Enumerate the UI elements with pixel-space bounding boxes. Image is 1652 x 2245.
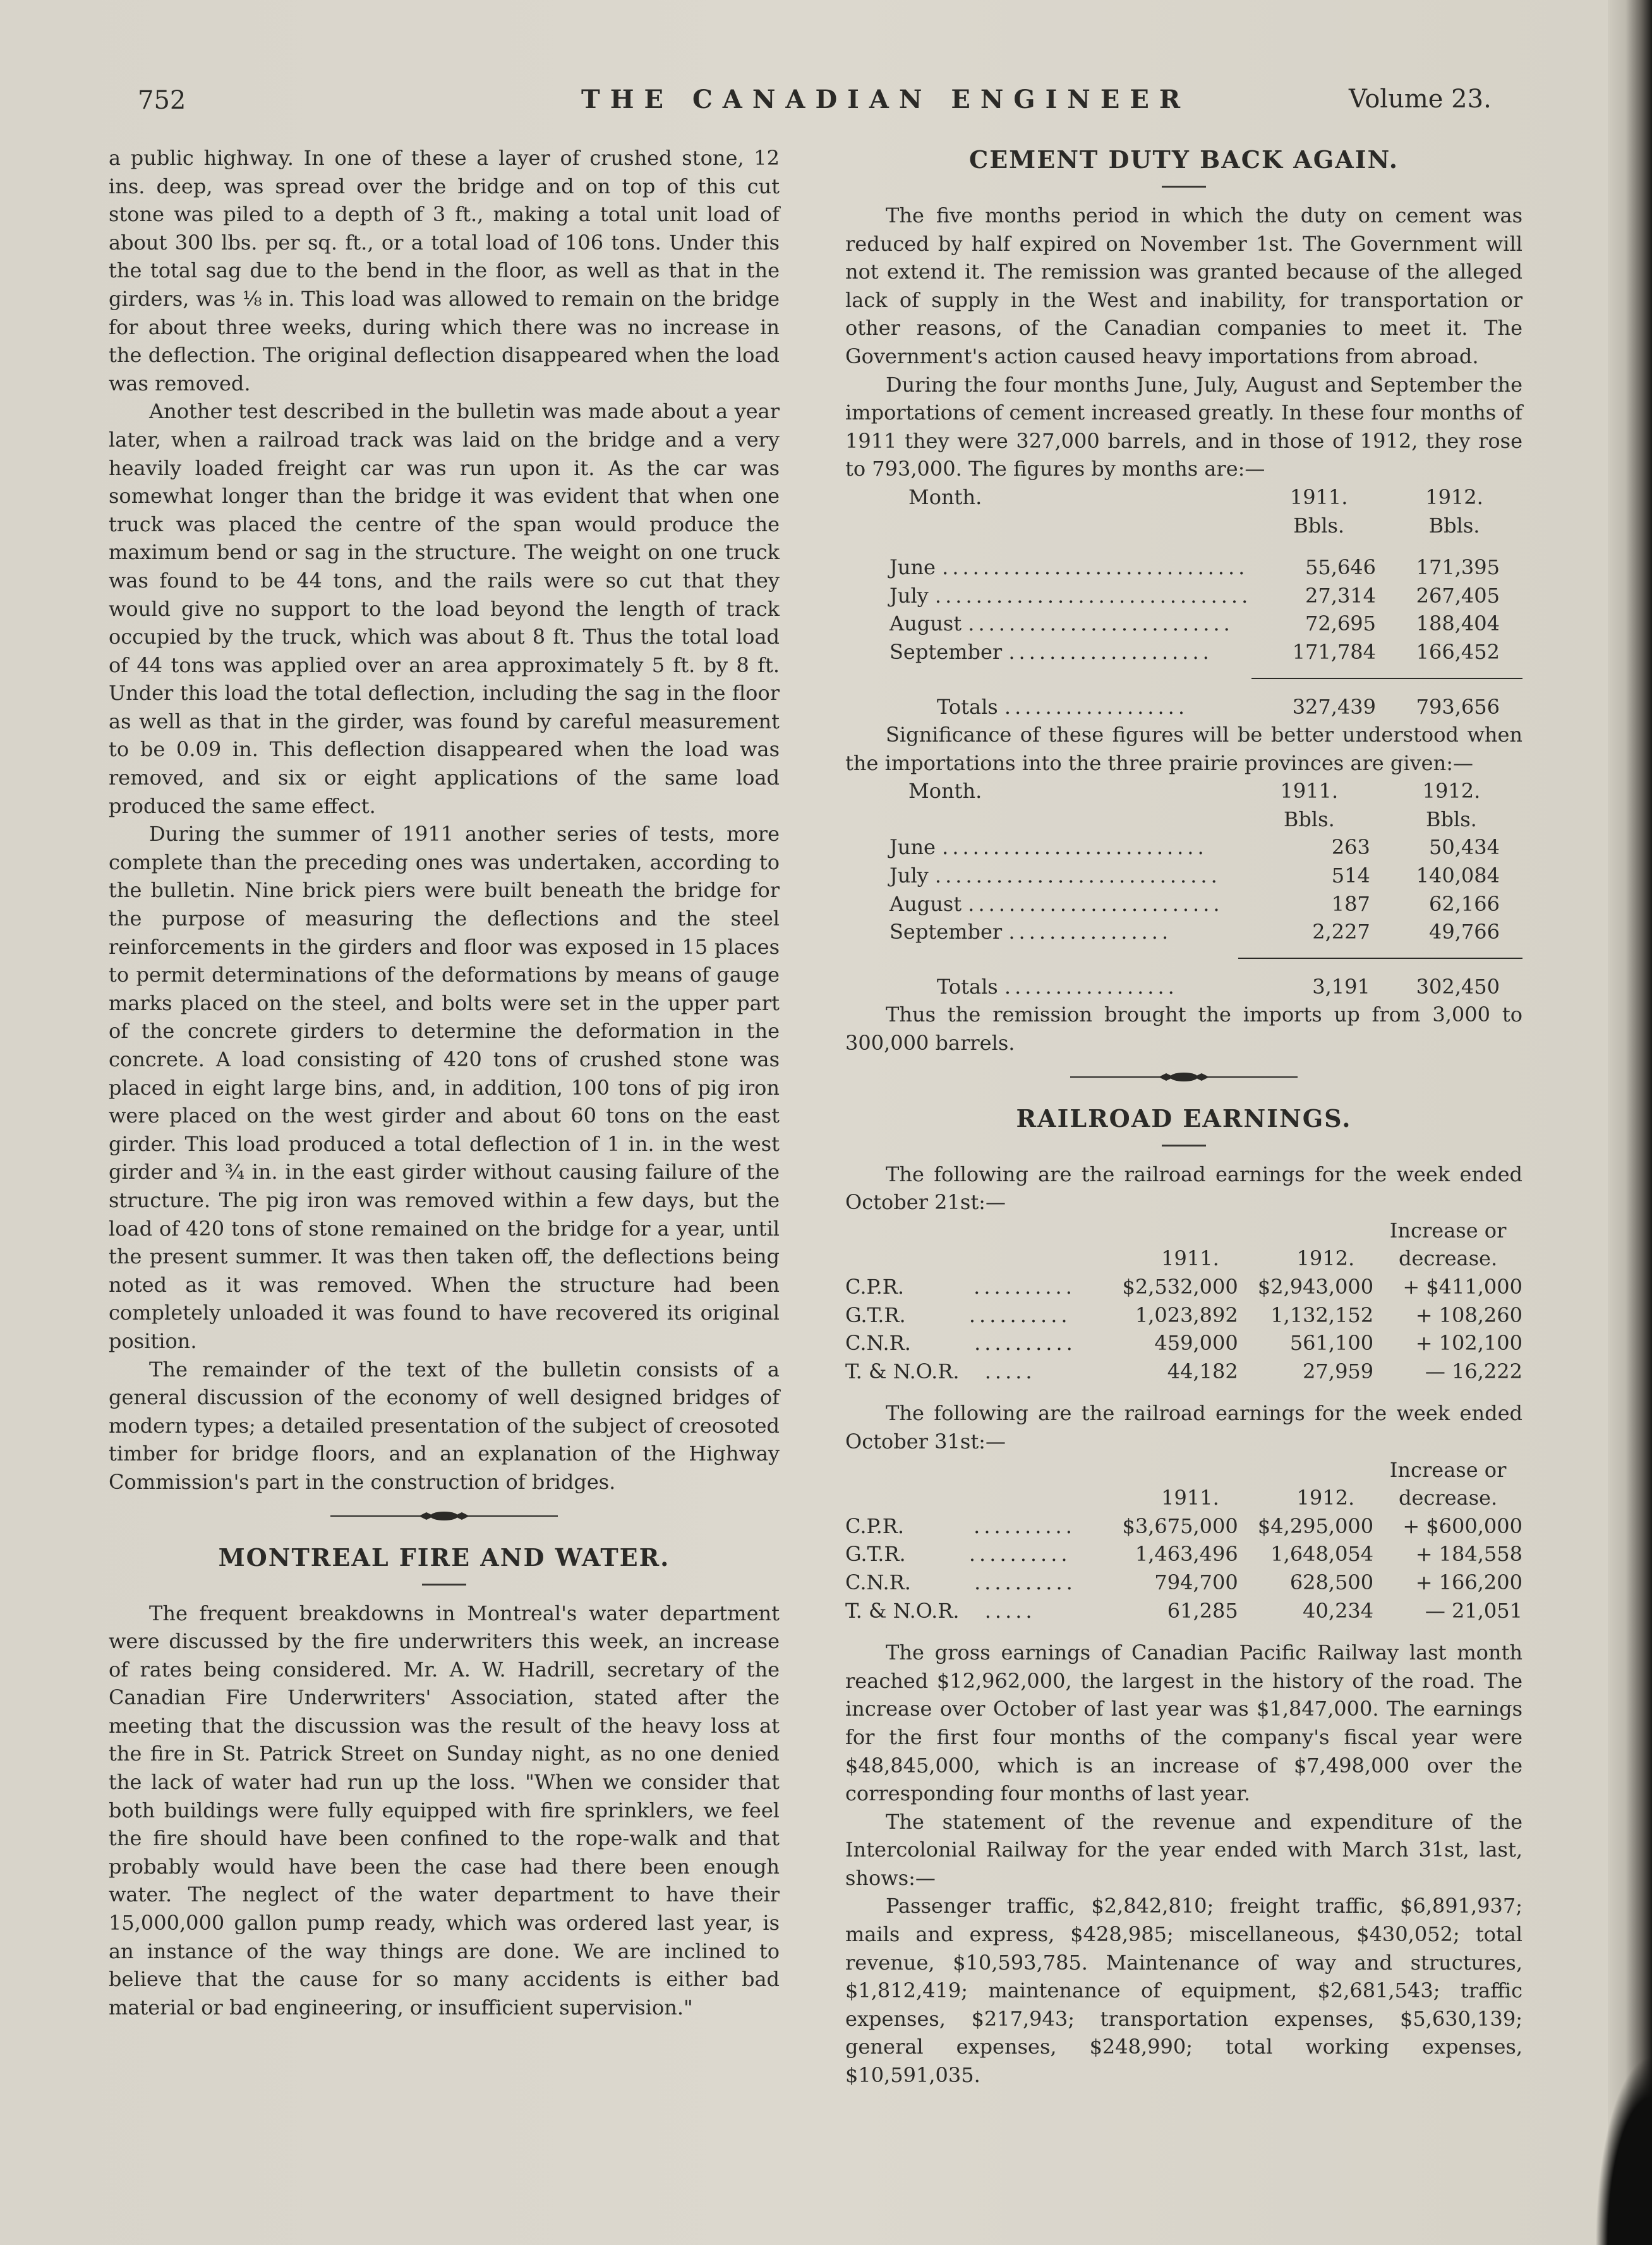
prairie-imports-table	[845, 777, 1522, 1001]
column-header-1911: 1911.	[1289, 485, 1348, 509]
table-row: T. & N.O.R. ..... 61,285 40,234 — 21,051	[845, 1597, 1522, 1625]
change-cell: + 102,100	[1415, 1331, 1522, 1356]
table-row: July ............................... 27,314 267,405	[845, 582, 1522, 610]
table-row: September ................ 2,227 49,766	[845, 918, 1522, 946]
column-header-1911: 1911.	[1161, 1486, 1219, 1510]
totals-row: Totals ................. 3,191 302,450	[845, 973, 1522, 1001]
cement-imports-table	[845, 483, 1522, 721]
railroad-paragraph-3: Passenger traffic, $2,842,810; freight traffic, $6,891,937; mails and express, $428,985; miscellaneous, $430,052; total revenue, $10,593,785. Maintenance of way and structures, $1,812,419; maintenance of equipment, $2,681,543; traffic expenses, $217,943; transportation expenses, $5,630,139; general expenses, $248,990; total working expenses, $10,591,035.	[845, 1894, 1522, 2088]
value-1912-cell: 27,959	[1303, 1359, 1374, 1383]
table-row: C.N.R. .......... 794,700 628,500 + 166,200	[845, 1568, 1522, 1597]
table-row: G.T.R. .......... 1,023,892 1,132,152 + 108,260	[845, 1301, 1522, 1330]
railroad-intro-1: The following are the railroad earnings for the week ended October 21st:—	[845, 1162, 1522, 1215]
change-cell: + 166,200	[1415, 1570, 1522, 1594]
railroad-heading: RAILROAD EARNINGS.	[1016, 1104, 1352, 1133]
road-cell: T. & N.O.R.	[845, 1359, 960, 1383]
table-row: C.P.R. .......... $2,532,000 $2,943,000 + $411,000	[845, 1273, 1522, 1301]
value-1911-cell: 263	[1331, 835, 1370, 860]
value-1912-cell: 1,132,152	[1270, 1303, 1374, 1327]
value-1911-cell: $3,675,000	[1122, 1514, 1238, 1538]
road-cell: C.P.R.	[845, 1275, 904, 1299]
cement-paragraph-3: Significance of these figures will be better understood when the importations into the three prairie provinces are given:—	[845, 723, 1522, 775]
totals-label: Totals	[937, 694, 998, 719]
total-1912-cell: 793,656	[1416, 694, 1500, 719]
value-1911-cell: 72,695	[1305, 611, 1377, 636]
railroad-intro-2: The following are the railroad earnings for the week ended October 31st:—	[845, 1401, 1522, 1454]
column-header-1912: 1912.	[1296, 1246, 1355, 1271]
month-cell: June	[889, 835, 936, 860]
value-1911-cell: 61,285	[1167, 1598, 1238, 1623]
value-1912-cell: 628,500	[1289, 1570, 1374, 1594]
unit-label: Bbls.	[1426, 807, 1477, 831]
road-cell: G.T.R.	[845, 1542, 906, 1567]
value-1912-cell: 1,648,054	[1270, 1542, 1374, 1567]
table-row: July ............................ 514 140,084	[845, 862, 1522, 890]
month-cell: August	[889, 891, 962, 916]
book-binding-shadow	[1608, 0, 1652, 2245]
totals-row: Totals .................. 327,439 793,656	[845, 693, 1522, 721]
column-header-1912: 1912.	[1425, 485, 1483, 509]
value-1912-cell: 140,084	[1416, 864, 1500, 888]
column-header-1911: 1911.	[1280, 779, 1339, 804]
bridge-test-paragraph-4: The remainder of the text of the bulletin consists of a general discussion of the economy of well designed bridges of modern types; a detailed presentation of the subject of creosoted timber for bridge floors, and an explanation of the Highway Commission's part in the construction of bridges.	[109, 1357, 780, 1494]
value-1912-cell: $2,943,000	[1257, 1275, 1374, 1299]
road-cell: C.N.R.	[845, 1331, 911, 1356]
table-row: August .......................... 72,695 188,404	[845, 610, 1522, 638]
totals-label: Totals	[937, 974, 998, 999]
month-cell: September	[889, 639, 1003, 664]
value-1911-cell: $2,532,000	[1122, 1275, 1238, 1299]
value-1911-cell: 44,182	[1167, 1359, 1238, 1383]
cement-paragraph-4: Thus the remission brought the imports up from 3,000 to 300,000 barrels.	[845, 1002, 1522, 1056]
value-1912-cell: 267,405	[1416, 583, 1500, 608]
journal-title: THE CANADIAN ENGINEER	[581, 85, 1191, 114]
total-1911-cell: 3,191	[1312, 974, 1370, 999]
table-row: September .................... 171,784 166,452	[845, 638, 1522, 666]
column-header-1912: 1912.	[1422, 779, 1481, 804]
month-cell: August	[889, 611, 962, 636]
month-cell: June	[889, 555, 936, 580]
table-row: August ......................... 187 62,166	[845, 890, 1522, 918]
road-cell: C.N.R.	[845, 1570, 911, 1594]
table-row: G.T.R. .......... 1,463,496 1,648,054 + 184,558	[845, 1540, 1522, 1568]
right-column	[845, 144, 1522, 2090]
montreal-heading: MONTREAL FIRE AND WATER.	[218, 1543, 670, 1572]
change-cell: + 108,260	[1415, 1303, 1522, 1327]
earnings-oct31-table	[845, 1456, 1522, 1625]
railroad-paragraph-1: The gross earnings of Canadian Pacific Railway last month reached $12,962,000, the largest in the history of the road. The increase over October of last year was $1,847,000. The earnings for the first four months of the company's fiscal year were $48,845,000, which is an increase of $7,498,000 over the corresponding four months of last year.	[845, 1640, 1522, 1806]
total-1911-cell: 327,439	[1292, 694, 1377, 719]
railroad-paragraph-2: The statement of the revenue and expenditure of the Intercolonial Railway for the year ended with March 31st, last, shows:—	[845, 1809, 1522, 1890]
bridge-test-paragraph-1: a public highway. In one of these a layer of crushed stone, 12 ins. deep, was spread over the bridge and on top of this cut stone was piled to a depth of 3 ft., making a total unit load of about 300 lbs. per sq. ft., or a total load of 106 tons. Under this the total sag due to the bend in the floor, as well as that in the girders, was ⅛ in. This load was allowed to remain on the bridge for about three weeks, during which there was no increase in the deflection. The original deflection disappeared when the load was removed.	[109, 146, 780, 395]
column-header-1912: 1912.	[1296, 1486, 1355, 1510]
value-1911-cell: 55,646	[1305, 555, 1377, 580]
month-cell: July	[889, 583, 929, 608]
table-row: C.N.R. .......... 459,000 561,100 + 102,100	[845, 1329, 1522, 1357]
change-cell: + $600,000	[1402, 1514, 1522, 1538]
column-header-change: Increase or decrease.	[1389, 1218, 1507, 1271]
value-1911-cell: 171,784	[1292, 639, 1377, 664]
column-header-month: Month.	[908, 779, 982, 804]
column-header-change: Increase or decrease.	[1389, 1457, 1507, 1510]
page-number: 752	[138, 86, 186, 115]
value-1911-cell: 2,227	[1312, 920, 1370, 944]
month-cell: July	[889, 864, 929, 888]
heading-rule	[422, 1584, 466, 1586]
value-1912-cell: 561,100	[1289, 1331, 1374, 1356]
value-1911-cell: 187	[1331, 891, 1370, 916]
value-1911-cell: 794,700	[1154, 1570, 1238, 1594]
value-1911-cell: 514	[1331, 864, 1370, 888]
value-1912-cell: 188,404	[1416, 611, 1500, 636]
unit-label: Bbls.	[1283, 807, 1335, 831]
unit-label: Bbls.	[1428, 513, 1480, 538]
total-1912-cell: 302,450	[1416, 974, 1500, 999]
heading-rule	[1162, 186, 1206, 188]
earnings-oct21-table	[845, 1217, 1522, 1386]
montreal-paragraph: The frequent breakdowns in Montreal's water department were discussed by the fire underwriters this week, an increase of rates being considered. Mr. A. W. Hadrill, secretary of the Canadian Fire Underwriters' Association, stated after the meeting that the discussion was the result of the heavy loss at the fire in St. Patrick Street on Sunday night, as no one denied the lack of water had run up the loss. "When we consider that both buildings were fully equipped with fire sprinklers, we feel the fire should have been confined to the rope-walk and that probably would have been the case had there been enough water. The neglect of the water department to have their 15,000,000 gallon pump ready, which was ordered last year, is an instance of the way things are done. We are inclined to believe that the cause for so many accidents is either bad material or bad engineering, or insufficient supervision."	[109, 1601, 780, 2019]
value-1911-cell: 1,463,496	[1135, 1542, 1238, 1567]
cement-paragraph-2: During the four months June, July, August and September the importations of cement increased greatly. In these four months of 1911 they were 327,000 barrels, and in those of 1912, they rose to 793,000. The figures by months are:—	[845, 372, 1522, 481]
ornament-divider	[330, 1509, 558, 1523]
column-header-1911: 1911.	[1161, 1246, 1219, 1271]
heading-rule	[1162, 1145, 1206, 1147]
bridge-test-paragraph-2: Another test described in the bulletin was made about a year later, when a railroad track was laid on the bridge and a very heavily loaded freight car was run upon it. As the car was somewhat longer than the bridge it was evident that when one truck was placed the centre of the span would produce the maximum bend or sag in the structure. The weight on one truck was found to be 44 tons, and the rails were so cut that they would give no support to the load beyond the length of track occupied by the truck, which was about 8 ft. Thus the total load of 44 tons was applied over an area approximately 5 ft. by 8 ft. Under this load the total deflection, including the sag in the floor as well as that in the girder, was found by careful measurement to be 0.09 in. This deflection disappeared when the load was removed, and six or eight applications of the same load produced the same effect.	[109, 399, 780, 818]
left-column	[109, 144, 780, 2021]
page-header	[0, 81, 1617, 119]
value-1912-cell: 49,766	[1429, 920, 1500, 944]
value-1912-cell: 40,234	[1303, 1598, 1374, 1623]
value-1911-cell: 459,000	[1154, 1331, 1238, 1356]
change-cell: — 21,051	[1425, 1598, 1522, 1623]
change-cell: — 16,222	[1425, 1359, 1522, 1383]
unit-label: Bbls.	[1293, 513, 1345, 538]
value-1912-cell: 166,452	[1416, 639, 1500, 664]
page-corner-shadow	[1595, 2055, 1652, 2245]
ornament-divider	[1070, 1070, 1298, 1084]
column-header-month: Month.	[908, 485, 982, 509]
table-row: June .......................... 263 50,434	[845, 833, 1522, 862]
bridge-test-paragraph-3: During the summer of 1911 another series of tests, more complete than the preceding ones was undertaken, according to the bulletin. Nine brick piers were built beneath the bridge for the purpose of measuring the deflections and the steel reinforcements in the girders and floor was exposed in 15 places to permit determinations of the deformations by means of gauge marks placed on the steel, and bolts were set in the upper part of the concrete girders to determine the deformation in the concrete. A load consisting of 420 tons of crushed stone was placed in eight large bins, and, in addition, 100 tons of pig iron were placed on the west girder and about 60 tons on the east girder. This load produced a total deflection of 1 in. in the west girder and ¾ in. in the east girder without causing failure of the structure. The pig iron was removed within a few days, but the load of 420 tons of stone remained on the bridge for a year, until the present summer. It was then taken off, the deflections being noted as it was removed. When the structure had been completely unloaded it was found to have recovered its original position.	[109, 822, 780, 1353]
value-1912-cell: $4,295,000	[1257, 1514, 1374, 1538]
cement-paragraph-1: The five months period in which the duty on cement was reduced by half expired on November 1st. The Government will not extend it. The remission was granted because of the alleged lack of supply in the West and inability, for transportation or other reasons, of the Canadian companies to meet it. The Government's action caused heavy importations from abroad.	[845, 203, 1522, 368]
table-row: T. & N.O.R. ..... 44,182 27,959 — 16,222	[845, 1357, 1522, 1386]
value-1912-cell: 171,395	[1416, 555, 1500, 580]
table-row: C.P.R. .......... $3,675,000 $4,295,000 + $600,000	[845, 1512, 1522, 1541]
cement-heading: CEMENT DUTY BACK AGAIN.	[968, 145, 1399, 174]
road-cell: G.T.R.	[845, 1303, 906, 1327]
change-cell: + $411,000	[1402, 1275, 1522, 1299]
road-cell: C.P.R.	[845, 1514, 904, 1538]
value-1912-cell: 62,166	[1429, 891, 1500, 916]
change-cell: + 184,558	[1415, 1542, 1522, 1567]
value-1911-cell: 1,023,892	[1135, 1303, 1238, 1327]
road-cell: T. & N.O.R.	[845, 1598, 960, 1623]
table-row: June .............................. 55,646 171,395	[845, 553, 1522, 582]
value-1912-cell: 50,434	[1429, 835, 1500, 860]
month-cell: September	[889, 920, 1003, 944]
volume-label: Volume 23.	[1349, 85, 1492, 114]
value-1911-cell: 27,314	[1305, 583, 1377, 608]
